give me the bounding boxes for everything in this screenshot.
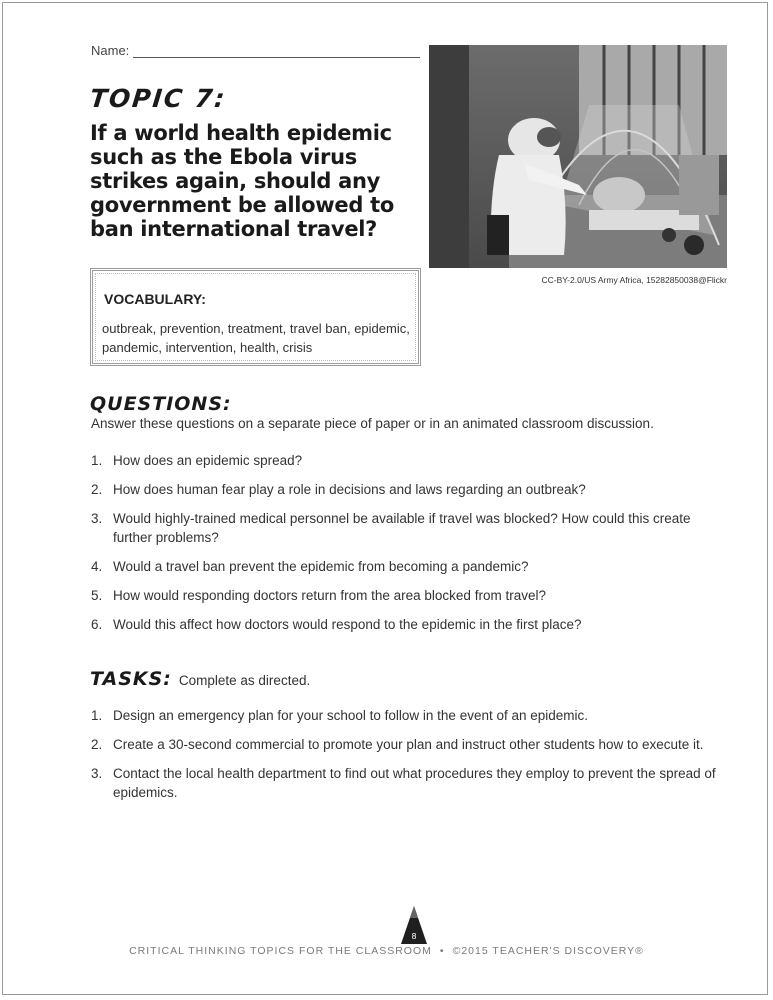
photo-credit: CC-BY-2.0/US Army Africa, 15282850038@Flickr bbox=[541, 275, 727, 285]
list-item: 4. Would a travel ban prevent the epidemic from becoming a pandemic? bbox=[91, 559, 529, 574]
ebola-photo bbox=[429, 45, 727, 268]
list-item: 6. Would this affect how doctors would respond to the epidemic in the first place? bbox=[91, 617, 582, 632]
list-item: 3. Would highly-trained medical personnel be available if travel was blocked? How could this create further problems? bbox=[91, 511, 691, 545]
list-item: 1. How does an epidemic spread? bbox=[91, 453, 303, 468]
name-field bbox=[91, 43, 420, 58]
name-blank-line bbox=[133, 45, 420, 58]
tasks-list bbox=[91, 706, 731, 812]
questions-list bbox=[91, 451, 731, 644]
topic-question: If a world health epidemic such as the Ebola virus strikes again, should any government be allowed to ban international travel? bbox=[90, 121, 394, 241]
list-item: 3. Contact the local health department to find out what procedures they employ to prevent the spread of epidemics. bbox=[91, 766, 716, 800]
list-item: 1. Design an emergency plan for your school to follow in the event of an epidemic. bbox=[91, 708, 589, 723]
list-item: 2. How does human fear play a role in decisions and laws regarding an outbreak? bbox=[91, 482, 586, 497]
pencil-logo-icon bbox=[399, 906, 429, 944]
page-number: 8 bbox=[411, 932, 417, 941]
footer-separator: • bbox=[439, 945, 445, 957]
tasks-heading-label: TASKS: bbox=[90, 668, 172, 690]
questions-intro: Answer these questions on a separate piece of paper or in an animated classroom discussion. bbox=[91, 416, 654, 431]
topic-label: TOPIC 7: bbox=[88, 84, 228, 113]
footer-left: CRITICAL THINKING TOPICS FOR THE CLASSROOM bbox=[129, 945, 432, 957]
tasks-directive: Complete as directed. bbox=[178, 673, 311, 688]
name-label: Name: bbox=[91, 43, 130, 58]
list-item: 5. How would responding doctors return from the area blocked from travel? bbox=[91, 588, 546, 603]
footer bbox=[0, 945, 773, 957]
vocabulary-title: VOCABULARY: bbox=[104, 291, 206, 307]
footer-right: ©2015 TEACHER'S DISCOVERY® bbox=[452, 945, 644, 957]
vocabulary-box bbox=[90, 268, 421, 366]
tasks-heading bbox=[90, 668, 310, 690]
vocabulary-words: outbreak, prevention, treatment, travel ban, epidemic, pandemic, intervention, health, crisis bbox=[102, 321, 410, 355]
questions-heading: QUESTIONS: bbox=[90, 393, 232, 415]
list-item: 2. Create a 30-second commercial to promote your plan and instruct other students how to execute it. bbox=[91, 737, 704, 752]
